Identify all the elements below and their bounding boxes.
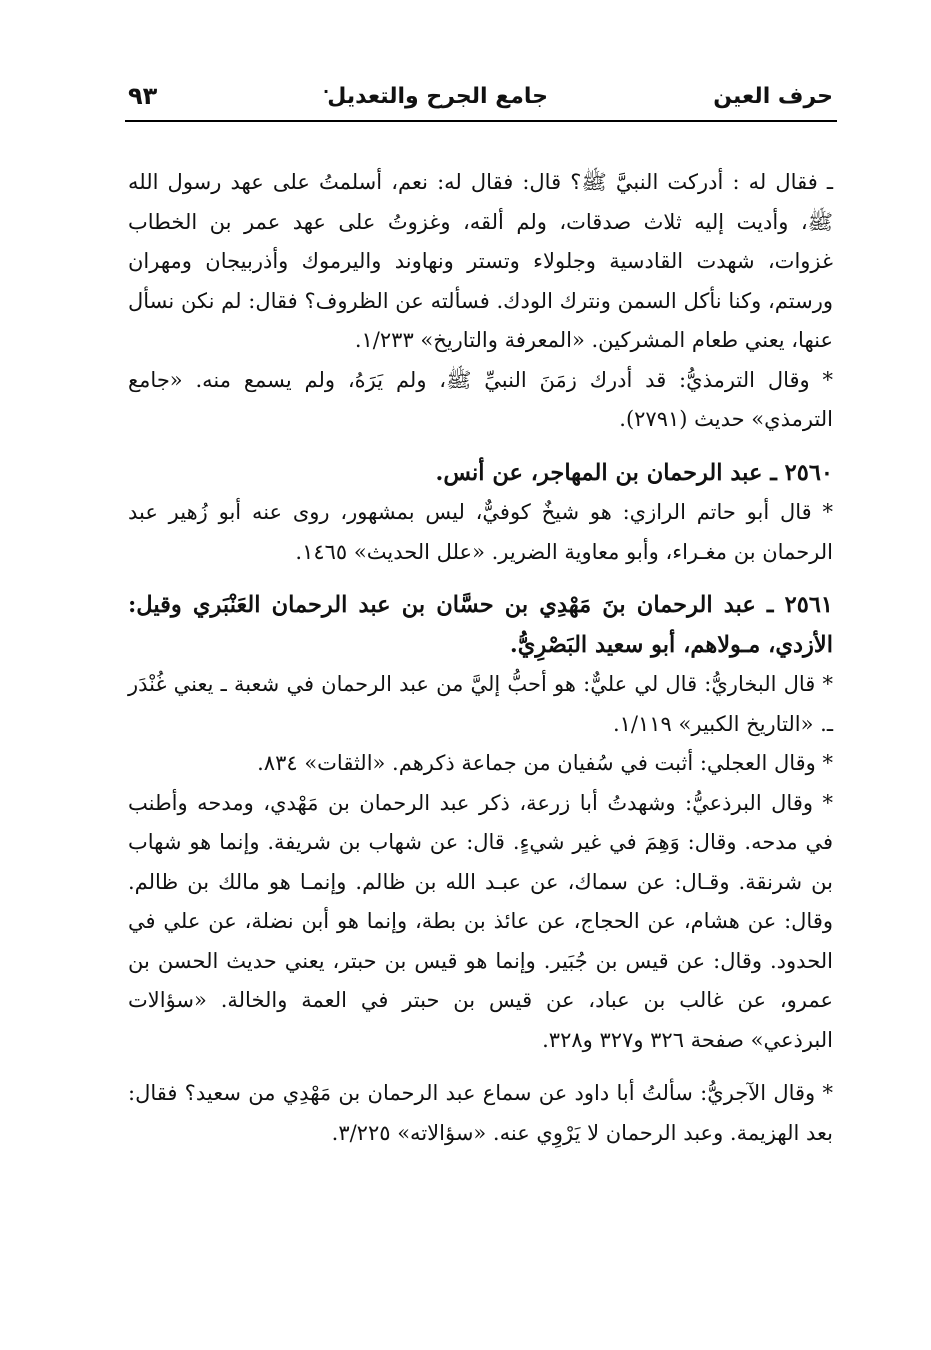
section-title: حرف العين	[713, 84, 833, 109]
paragraph-bardhai: * وقال البرذعيُّ: وشهدتُ أبا زرعة، ذكر عبد الرحمان بن مَهْدي، ومدحه وأطنب في مدحه. وقال: وَهِمَ في غير شيءٍ. قال: عن شهاب بن شريفة. وإنما هو شهاب بن شرنقة. وقـال: عن سماك، عن عبـد الله بن ظالم. وإنمـا هو مالك بن ظالم. وقال: عن هشام، عن الحجاج، عن عائذ بن بطة، وإنما هو أبن نضلة، عن علي في الحدود. وقال: عن قيس بن جُبَير. وإنما هو قيس بن حبتر، يعني حديث الحسن بن عمرو، عن غالب بن عباد، عن قيس بن حبتر في العمة والخالة. «سؤالات البرذعي» صفحة ٣٢٦ و٣٢٧ و٣٢٨.	[128, 790, 833, 1052]
page-body	[128, 163, 833, 1153]
entry-heading-2561: ٢٥٦١ ـ عبد الرحمان بنَ مَهْدِي بن حسَّان بن عبد الرحمان العَنْبَري وقيل: الأزدي، مـولاهم، أبو سعيد البَصْرِيُّ.	[128, 592, 833, 658]
header-rule	[125, 120, 837, 122]
paragraph-continuation: ـ فقال له : أدركت النبيَّ ﷺ؟ قال: فقال له: نعم، أسلمتُ على عهد رسول الله ﷺ، وأديت إليه ثلاث صدقات، ولم ألقه، وغزوتُ على عهد عمر بن الخطاب غزوات، شهدت القادسية وجلولاء وتستر ونهاوند واليرموك وأذربيجان ومهران ورستم، وكنا نأكل السمن ونترك الودك. فسألته عن الظروف؟ فقال: لم نكن نسأل عنها، يعني طعام المشركين. «المعرفة والتاريخ» ١/٢٣٣.	[128, 170, 833, 352]
paragraph-ajurri: * وقال الآجريُّ: سألتُ أبا داود عن سماع عبد الرحمان بن مَهْدِي من سعيد؟ فقال: بعد الهزيمة. وعبد الرحمان لا يَرْوِي عنه. «سؤالاته» ٣/٢٢٥.	[128, 1081, 833, 1145]
page-header	[128, 78, 833, 116]
header-dot: .	[323, 78, 330, 97]
paragraph-bukhari: * قال البخاريُّ: قال لي عليٌّ: هو أحبُّ إليَّ من عبد الرحمان في شعبة ـ يعني غُنْدَر ـ. «التاريخ الكبير» ١/١١٩.	[128, 672, 833, 736]
entry-heading-2560: ٢٥٦٠ ـ عبد الرحمان بن المهاجر، عن أنس.	[435, 459, 833, 486]
page-number: ٩٣	[128, 82, 158, 110]
paragraph-abu-hatim: * قال أبو حاتم الرازي: هو شيخٌ كوفيٌّ، ليس بمشهور، روى عنه أبو زُهير عبد الرحمان بن مغـراء، وأبو معاوية الضرير. «علل الحديث» ١٤٦٥.	[128, 500, 833, 564]
paragraph-tirmidhi: * وقال الترمذيُّ: قد أدرك زمَنَ النبيِّ ﷺ، ولم يَرَهُ، ولم يسمع منه. «جامع الترمذي» حديث (٢٧٩١).	[128, 367, 833, 431]
paragraph-ijli: * وقال العجلي: أثبت في سُفيان من جماعة ذكرهم. «الثقات» ٨٣٤.	[257, 751, 833, 775]
book-title: جامع الجرح والتعديل	[327, 84, 548, 109]
